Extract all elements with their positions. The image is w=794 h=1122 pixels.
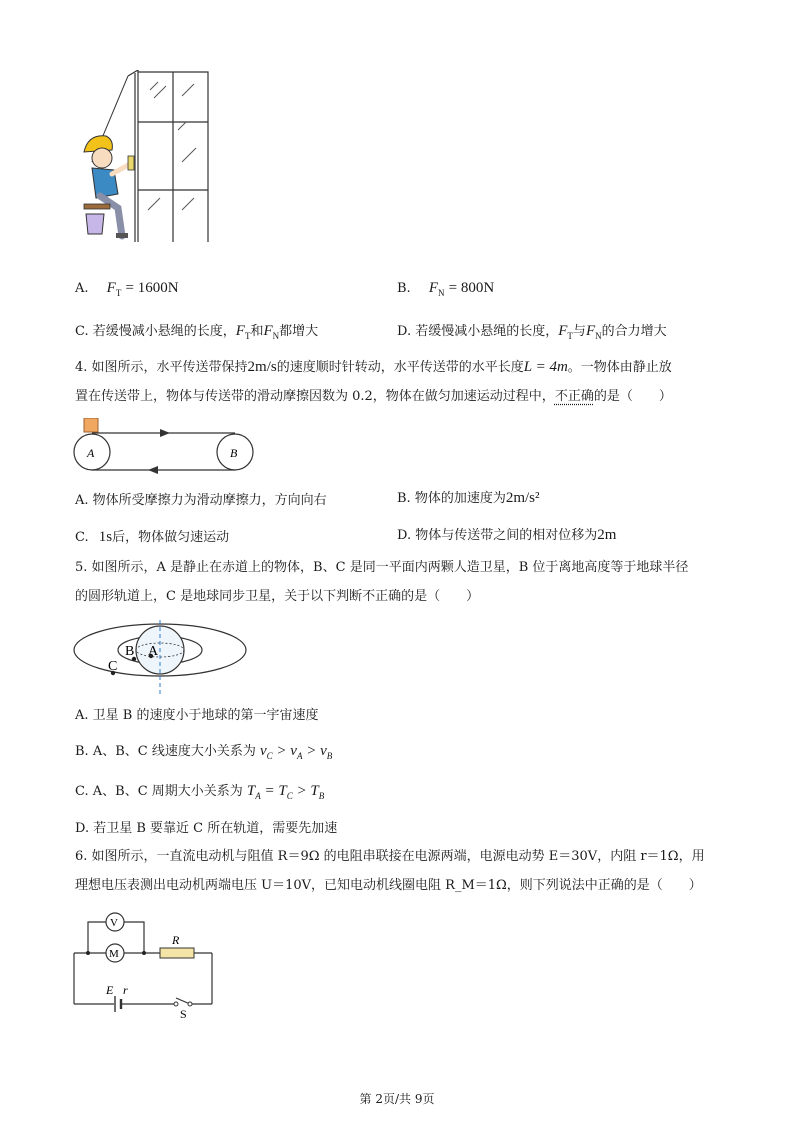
option-text: B. A、B、C 线速度大小关系为 bbox=[75, 744, 256, 759]
q4-option-b bbox=[397, 487, 540, 507]
q6-stem-line1: 6. 如图所示，一直流电动机与阻值 R＝9Ω 的电阻串联接在电源两端，电源电动势 E＝30V，内阻 r＝1Ω，用 bbox=[75, 849, 705, 864]
q4-text: 的是（ ） bbox=[593, 389, 672, 404]
option-text: 与 bbox=[572, 324, 586, 339]
q4-text: 。一物体由静止放 bbox=[567, 360, 672, 375]
block bbox=[84, 418, 98, 432]
q3-option-b bbox=[397, 280, 494, 298]
option-expr: = 1600N bbox=[125, 280, 179, 296]
option-text: 后，物体做匀速运动 bbox=[112, 530, 230, 545]
label-r-big: R bbox=[172, 933, 180, 947]
q4-option-c bbox=[75, 526, 229, 546]
q5-stem-line2: 的圆形轨道上，C 是地球同步卫星，关于以下判断不正确的是（ ） bbox=[75, 589, 480, 604]
q4-emphasis: 不正确 bbox=[554, 389, 594, 404]
resistor bbox=[160, 948, 194, 958]
math-fn: $F_N$ bbox=[263, 323, 280, 341]
math-fn: $F_N$ bbox=[428, 280, 445, 298]
q3-option-d bbox=[397, 320, 667, 341]
q5-velocity-relation: $v_C > v_A > v_B$ bbox=[259, 743, 333, 761]
q4-option-d bbox=[397, 524, 616, 544]
q3-option-c bbox=[75, 320, 318, 341]
option-label: A. bbox=[75, 281, 89, 296]
q4-text: 的速度顺时针转动，水平传送带的水平长度 bbox=[276, 360, 524, 375]
arrow-right-icon bbox=[160, 429, 170, 437]
q4-stem-line2 bbox=[75, 383, 672, 410]
label-e: E bbox=[106, 983, 114, 997]
label-m: M bbox=[109, 948, 119, 960]
label-c: C bbox=[108, 659, 118, 674]
q3-option-a bbox=[75, 280, 179, 298]
option-expr: = 800N bbox=[448, 280, 495, 296]
q4-option-a: A. 物体所受摩擦力为滑动摩擦力，方向向右 bbox=[75, 493, 327, 508]
q5-option-d: D. 若卫星 B 要靠近 C 所在轨道，需要先加速 bbox=[75, 821, 338, 836]
q4-speed: 2m/s bbox=[247, 359, 277, 375]
window-cleaner-figure bbox=[78, 70, 218, 242]
q4-accel: 2m/s² bbox=[505, 490, 540, 506]
label-b: B bbox=[125, 644, 135, 659]
math-ft: $F_T$ bbox=[558, 323, 573, 341]
option-label: C. bbox=[75, 324, 89, 339]
option-label: D. bbox=[397, 324, 412, 339]
option-text: B. 物体的加速度为 bbox=[397, 491, 506, 506]
option-text: 若缓慢减小悬绳的长度， bbox=[92, 324, 236, 339]
q4-displacement: 2m bbox=[597, 527, 617, 543]
option-text: 若缓慢减小悬绳的长度， bbox=[415, 324, 559, 339]
q5-period-relation: $T_A = T_C > T_B$ bbox=[246, 783, 325, 801]
q4-text: 置在传送带上，物体与传送带的滑动摩擦因数为 0.2，物体在做匀加速运动过程中， bbox=[75, 389, 555, 404]
arrow-left-icon bbox=[148, 466, 158, 474]
q4-time: 1s bbox=[98, 529, 113, 545]
math-ft: $F_T$ bbox=[235, 323, 251, 341]
q5-option-a: A. 卫星 B 的速度小于地球的第一宇宙速度 bbox=[75, 708, 319, 723]
wheel-a-label: A bbox=[87, 446, 95, 460]
wheel-b-label: B bbox=[230, 446, 238, 460]
q5-stem-line1: 5. 如图所示，A 是静止在赤道上的物体，B、C 是同一平面内两颗人造卫星，B 位于离地高度等于地球半径 bbox=[75, 560, 689, 575]
label-a: A bbox=[148, 644, 159, 659]
q5-option-b bbox=[75, 740, 332, 761]
page-number: 第 2页/共 9页 bbox=[359, 1092, 435, 1106]
option-label: C. bbox=[75, 530, 89, 545]
option-text: 和 bbox=[250, 324, 264, 339]
conveyor-belt-figure bbox=[72, 418, 262, 474]
label-r-small: r bbox=[123, 983, 128, 997]
option-text: D. 物体与传送带之间的相对位移为 bbox=[397, 528, 598, 543]
option-text: 都增大 bbox=[279, 324, 319, 339]
q6-stem-line2: 理想电压表测出电动机两端电压 U＝10V，已知电动机线圈电阻 R_M＝1Ω，则下列说法中正确的是（ ） bbox=[75, 878, 702, 893]
option-text: 的合力增大 bbox=[601, 324, 667, 339]
label-v: V bbox=[110, 917, 118, 929]
q4-length: L = 4m bbox=[523, 359, 568, 375]
option-label: B. bbox=[397, 281, 411, 296]
math-fn: $F_N$ bbox=[585, 323, 602, 341]
math-ft: $F_T$ bbox=[106, 280, 122, 298]
option-text: C. A、B、C 周期大小关系为 bbox=[75, 784, 243, 799]
satellite-orbits-figure bbox=[70, 618, 250, 696]
q4-text: 4. 如图所示，水平传送带保持 bbox=[75, 360, 248, 375]
label-s: S bbox=[180, 1007, 187, 1020]
q4-stem-line1 bbox=[75, 354, 672, 381]
circuit-figure bbox=[72, 908, 222, 1020]
q5-option-c bbox=[75, 780, 324, 801]
